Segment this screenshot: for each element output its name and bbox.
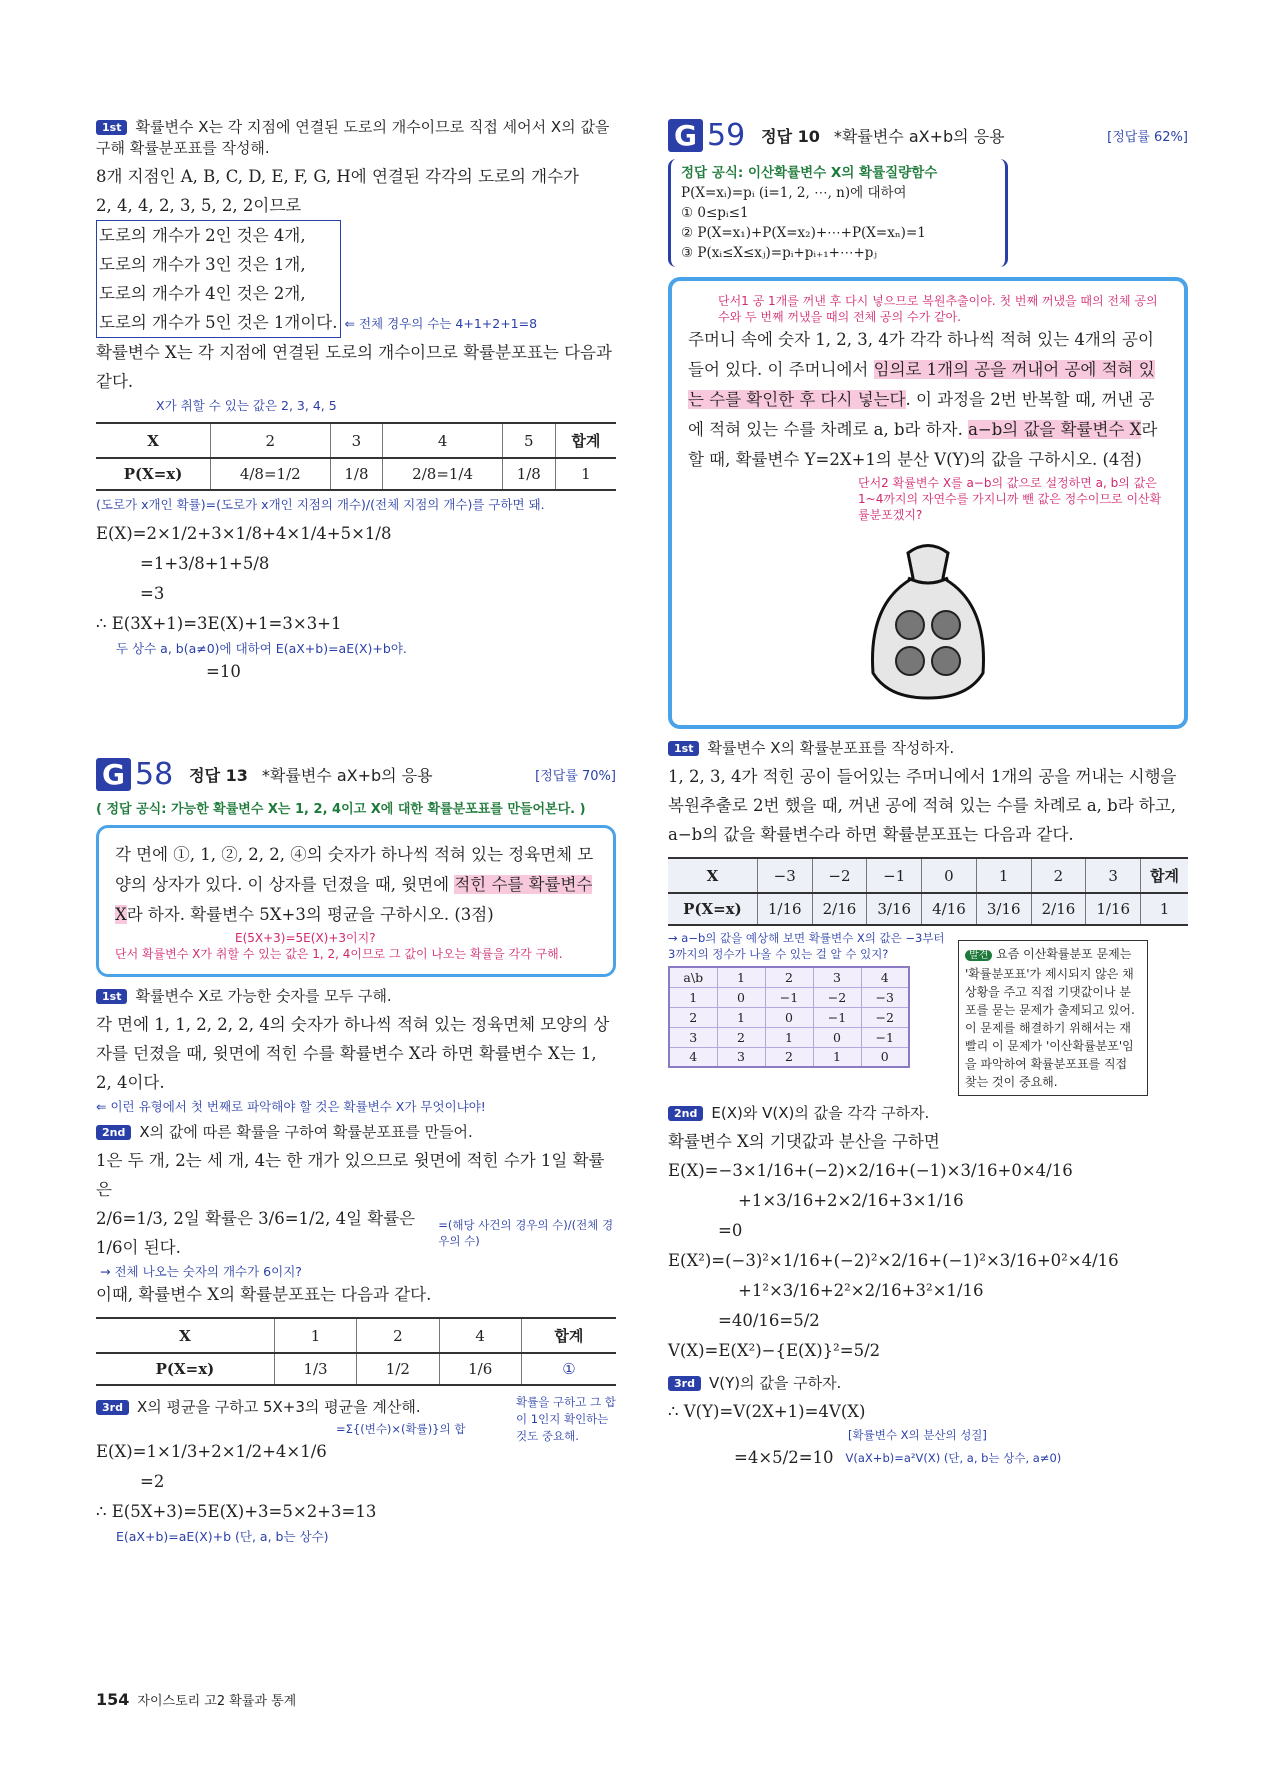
eq-59-8: ∴ V(Y)=V(2X+1)=4V(X) (668, 1402, 866, 1421)
g-badge: G (96, 758, 131, 791)
step-2-59: 2nd E(X)와 V(X)의 값을 각각 구하자. (668, 1102, 1188, 1123)
step-3-59: 3rd V(Y)의 값을 구하자. (668, 1372, 1188, 1393)
s58-step2-note2: → 전체 나오는 숫자의 개수가 6이지? (100, 1264, 302, 1279)
eq-59-6: =40/16=5/2 (718, 1311, 820, 1330)
eq-57-5: =10 (206, 662, 241, 681)
problem-box-59: 단서1 공 1개를 꺼낸 후 다시 넣으므로 복원추출이야. 첫 번째 꺼냈을 때의 전체 공의 수와 두 번째 꺼냈을 때의 전체 공의 수가 같아. 주머니 속에 숫자 1, 2, 3, 4가 각각 하나씩 적혀 있는 4개의 공이 들어 있다. 이 주머니에서 임의로 1개의 공을 꺼내어 공에 적혀 있는 수를 확인한 후 다시 넣는다. 이 과정을 2번 반복할 때, 꺼낸 공에 적혀 있는 수를 차례로 a, b라 하자. a−b의 값을 확률변수 X라 할 때, 확률변수 Y=2X+1의 분산 V(Y)의 값을 구하시오. (4점) 단서2 확률변수 X를 a−b의 값으로 설정하면 a, b의 값은 1~4까지의 자연수를 가지니까 뺀 값은 정수이므로 이산확률분포겠지? (668, 277, 1188, 729)
g-badge: G (668, 119, 703, 152)
step-1-57: 1st 확률변수 X는 각 지점에 연결된 도로의 개수이므로 직접 세어서 X의 값을 구해 확률분포표를 작성해. (96, 118, 610, 157)
grid-and-tip (668, 930, 1188, 1096)
eq-59-9: =4×5/2=10 (734, 1448, 834, 1467)
topic: *확률변수 aX+b의 응용 (261, 766, 433, 785)
s58-step1-text: 각 면에 1, 1, 2, 2, 2, 4의 숫자가 하나씩 적혀 있는 정육면체 모양의 상자를 던졌을 때, 윗면에 적힌 수를 확률변수 X라 하면 확률변수 X는 1, 2, 4이다. (96, 1015, 610, 1092)
step-1-59: 1st 확률변수 X의 확률분포표를 작성하자. (668, 737, 1188, 758)
step-1-58: 1st 확률변수 X로 가능한 숫자를 모두 구해. (96, 985, 616, 1006)
problem-58-header (96, 757, 616, 792)
eq-59-7: V(X)=E(X²)−{E(X)}²=5/2 (668, 1341, 881, 1360)
eq-57-1: E(X)=2×1/2+3×1/8+4×1/4+5×1/8 (96, 524, 392, 543)
answer: 정답 13 (189, 766, 248, 785)
hint-58-2: 단서 확률변수 X가 취할 수 있는 값은 1, 2, 4이므로 그 값이 나오는 확률을 각각 구해. (115, 947, 563, 961)
hint-59-2: 단서2 확률변수 X를 a−b의 값으로 설정하면 a, b의 값은 1~4까지의 자연수를 가지니까 뺀 값은 정수이므로 이산확률분포겠지? (858, 476, 1162, 522)
prob-note: (도로가 x개인 확률)=(도로가 x개인 지점의 개수)/(전체 지점의 개수)를 구하면 돼. (96, 497, 545, 512)
problem-59-header (668, 118, 1188, 153)
step-2-58: 2nd X의 값에 따른 확률을 구하여 확률분포표를 만들어. (96, 1121, 616, 1142)
eq-59-5: +1²×3/16+2²×2/16+3²×1/16 (738, 1281, 984, 1300)
eq-57-4: ∴ E(3X+1)=3E(X)+1=3×3+1 (96, 614, 342, 633)
s58-step3-row: 3rd X의 평균을 구하고 5X+3의 평균을 계산해. =Σ{(변수)×(확률)}의 합 E(X)=1×1/3+2×1/2+4×1/6 =2 ∴ E(5X+3)=5E(X)+3=5×2+3=13 E(aX+b)=aE(X)+b (단, a, b는 상수) 확률을 구하고 그 합이 1인지 확인하는 것도 중요해. (96, 1395, 616, 1544)
page-footer (96, 1690, 296, 1709)
prob-table-57: X 2 3 4 5 합계 P(X=x) 4/8=1/2 1/8 2/8=1/4 1/8 1 (96, 422, 616, 491)
eq-57-2: =1+3/8+1+5/8 (140, 554, 270, 573)
eq-59-8-note: [확률변수 X의 분산의 성질] (848, 1428, 987, 1442)
problem-box-58: 각 면에 ①, 1, ②, 2, 2, ④의 숫자가 하나씩 적혀 있는 정육면체 모양의 상자가 있다. 이 상자를 던졌을 때, 윗면에 적힌 수를 확률변수 X라 하자. 확률변수 5X+3의 평균을 구하시오. (3점) E(5X+3)=5E(X)+3이지? 단서 확률변수 X가 취할 수 있는 값은 1, 2, 4이므로 그 값이 나오는 확률을 각각 구해. (96, 825, 616, 977)
pouch-illustration (848, 533, 1008, 703)
grid-note: → a−b의 값을 예상해 보면 확률변수 X의 값은 −3부터 3까지의 정수가 나올 수 있는 걸 알 수 있지? (668, 931, 945, 961)
page-number: 154 (96, 1690, 130, 1709)
prob-table-58: X 1 2 4 합계 P(X=x) 1/3 1/2 1/6 ① (96, 1317, 616, 1386)
eq-59-9-row (668, 1443, 1188, 1473)
s57-line7: 확률변수 X는 각 지점에 연결된 도로의 개수이므로 확률분포표는 다음과 같다. (96, 343, 612, 391)
s59-step1-text: 1, 2, 3, 4가 적힌 공이 들어있는 주머니에서 1개의 공을 꺼내는 시행을 복원추출로 2번 했을 때, 꺼낸 공에 적혀 있는 수를 차례로 a, b라 하고, a−b의 값을 확률변수라 하면 확률분포표는 다음과 같다. (668, 767, 1177, 844)
total-note: ⇐ 전체 경우의 수는 4+1+2+1=8 (344, 316, 538, 331)
s58-step2-text3: 이때, 확률변수 X의 확률분포표는 다음과 같다. (96, 1285, 432, 1304)
linear-note: 두 상수 a, b(a≠0)에 대하여 E(aX+b)=aE(X)+b야. (116, 641, 407, 656)
formula-59: 정답 공식: 이산확률변수 X의 확률질량함수 P(X=xᵢ)=pᵢ (i=1, 2, ⋯, n)에 대하여 ① 0≤pᵢ≤1 ② P(X=x₁)+P(X=x₂)+⋯+P(X=xₙ)=1 ③ P(xᵢ≤X≤xⱼ)=pᵢ+pᵢ₊₁+⋯+pⱼ (668, 159, 1008, 267)
difference-grid: a\b 1 2 3 4 1 0 −1 −2 −3 2 1 0 −1 −2 3 2 1 0 −1 4 3 2 1 0 (668, 966, 910, 1068)
values-note: X가 취할 수 있는 값은 2, 3, 4, 5 (156, 398, 337, 413)
s58-step2-row: 2/6=1/3, 2일 확률은 3/6=1/2, 4일 확률은 1/6이 된다. =(해당 사건의 경우의 수)/(전체 경우의 수) (96, 1209, 614, 1257)
prob-table-59: X −3 −2 −1 0 1 2 3 합계 P(X=x) 1/16 2/16 3/16 4/16 3/16 2/16 1/16 1 (668, 857, 1188, 926)
eq-59-2: +1×3/16+2×2/16+3×1/16 (738, 1191, 964, 1210)
right-column (668, 118, 1188, 1473)
s58-step2-text1: 1은 두 개, 2는 세 개, 4는 한 개가 있으므로 윗면에 적힌 수가 1일 확률은 (96, 1151, 605, 1199)
s59-step2-text: 확률변수 X의 기댓값과 분산을 구하면 (668, 1132, 940, 1151)
eq-59-4: E(X²)=(−3)²×1/16+(−2)²×2/16+(−1)²×3/16+0²×4/16 (668, 1251, 1119, 1270)
hint-58-1: E(5X+3)=5E(X)+3이지? (235, 931, 376, 945)
s58-step1-note: ⇐ 이런 유형에서 첫 번째로 파악해야 할 것은 확률변수 X가 무엇이냐야! (96, 1099, 486, 1114)
s57-line2: 2, 4, 4, 2, 3, 5, 2, 2이므로 (96, 196, 302, 215)
tip-badge: 발견 (965, 950, 992, 961)
eq-58-3: ∴ E(5X+3)=5E(X)+3=5×2+3=13 (96, 1502, 377, 1521)
accuracy-rate: [정답률 70%] (535, 769, 616, 784)
formula-58: ( 정답 공식: 가능한 확률변수 X는 1, 2, 4이고 X에 대한 확률분포표를 만들어본다. ) (96, 802, 586, 817)
accuracy-rate: [정답률 62%] (1107, 130, 1188, 145)
eq-59-3: =0 (718, 1221, 743, 1240)
step-3-58: 3rd X의 평균을 구하고 5X+3의 평균을 계산해. (96, 1396, 516, 1417)
tip-box: 발견 요즘 이산확률분포 문제는 '확률분포표'가 제시되지 않은 채 상황을 주고 직접 기댓값이나 분포를 묻는 문제가 출제되고 있어. 이 문제를 해결하기 위해서는 재빨리 이 문제가 '이산확률분포'임을 파악하여 확률분포표를 직접 찾는 것이 중요해. (958, 940, 1148, 1096)
book-title: 자이스토리 고2 확률과 통계 (137, 1694, 297, 1709)
eq-58-note: E(aX+b)=aE(X)+b (단, a, b는 상수) (116, 1529, 329, 1544)
s57-line1: 8개 지점인 A, B, C, D, E, F, G, H에 연결된 각각의 도로의 개수가 (96, 167, 579, 186)
eq-59-9-note: V(aX+b)=a²V(X) (단, a, b는 상수, a≠0) (845, 1451, 1062, 1465)
eq-57-3: =3 (140, 584, 165, 603)
answer: 정답 10 (761, 127, 820, 146)
topic: *확률변수 aX+b의 응용 (833, 127, 1005, 146)
left-column (96, 110, 616, 1545)
step-badge: 1st (96, 120, 127, 135)
problem-number: 58 (134, 757, 174, 792)
hint-59-1: 단서1 공 1개를 꺼낸 후 다시 넣으므로 복원추출이야. 첫 번째 꺼냈을 때의 전체 공의 수와 두 번째 꺼냈을 때의 전체 공의 수가 같아. (718, 294, 1158, 324)
eq-58-1: E(X)=1×1/3+2×1/2+4×1/6 (96, 1442, 327, 1461)
eq-59-1: E(X)=−3×1/16+(−2)×2/16+(−1)×3/16+0×4/16 (668, 1161, 1073, 1180)
table-58-note: 확률을 구하고 그 합이 1인지 확인하는 것도 중요해. (516, 1395, 616, 1443)
road-count-list: 도로의 개수가 2인 것은 4개, 도로의 개수가 3인 것은 1개, 도로의 개수가 4인 것은 2개, 도로의 개수가 5인 것은 1개이다. ⇐ 전체 경우의 수는 4+1+2+1=8 (96, 220, 616, 338)
problem-number: 59 (706, 118, 746, 153)
eq-58-2: =2 (140, 1472, 165, 1491)
